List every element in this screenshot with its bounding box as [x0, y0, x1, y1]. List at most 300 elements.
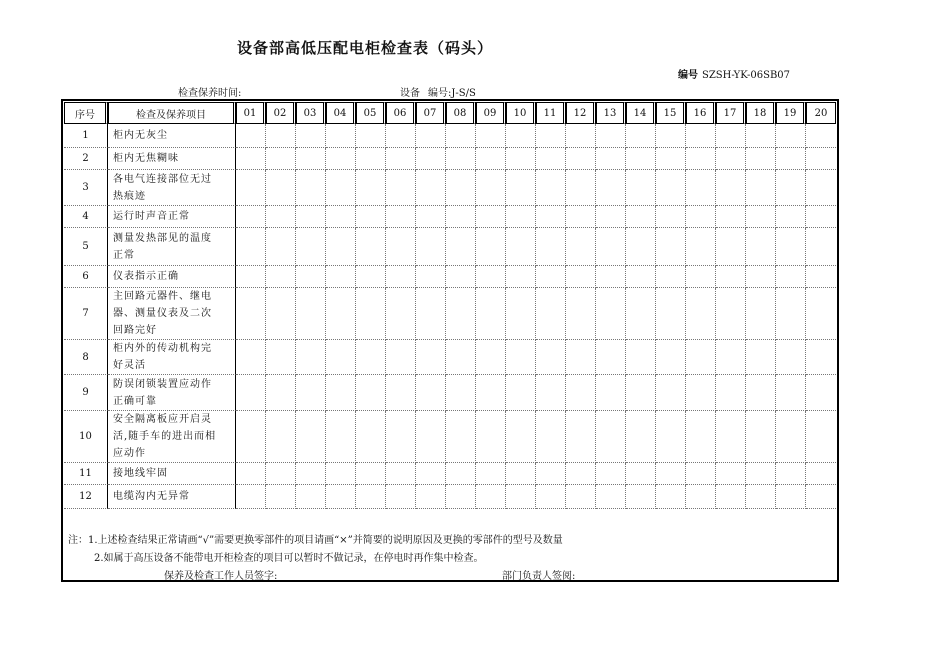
- check-cell[interactable]: [446, 485, 476, 509]
- row-item-line: 仪表指示正确: [113, 271, 179, 282]
- check-cell[interactable]: [356, 206, 386, 228]
- check-cell[interactable]: [236, 288, 266, 340]
- check-cell[interactable]: [326, 124, 356, 148]
- check-cell[interactable]: [536, 170, 566, 206]
- table-row: [64, 266, 836, 288]
- check-cell[interactable]: [686, 266, 716, 288]
- check-cell[interactable]: [386, 485, 416, 509]
- check-cell[interactable]: [536, 148, 566, 170]
- row-item-line: 柜内无焦糊味: [113, 153, 179, 164]
- check-cell[interactable]: [746, 411, 776, 463]
- check-cell[interactable]: [266, 148, 296, 170]
- row-number: 2: [64, 148, 108, 170]
- check-cell[interactable]: [416, 340, 446, 375]
- inspection-table: [64, 102, 836, 509]
- header-day: 20: [806, 102, 836, 124]
- check-cell[interactable]: [536, 463, 566, 485]
- table-row: [64, 411, 836, 463]
- check-cell[interactable]: [626, 375, 656, 411]
- check-cell[interactable]: [326, 340, 356, 375]
- check-cell[interactable]: [596, 288, 626, 340]
- check-cell[interactable]: [746, 170, 776, 206]
- check-cell[interactable]: [416, 485, 446, 509]
- page-title: 设备部高低压配电柜检查表（码头）: [236, 39, 493, 57]
- row-item-line: 各电气连接部位无过: [113, 173, 212, 185]
- check-cell[interactable]: [476, 228, 506, 266]
- check-cell[interactable]: [716, 411, 746, 463]
- header-day: 13: [596, 102, 626, 124]
- check-cell[interactable]: [386, 463, 416, 485]
- check-cell[interactable]: [776, 266, 806, 288]
- check-cell[interactable]: [806, 288, 836, 340]
- check-cell[interactable]: [296, 266, 326, 288]
- check-cell[interactable]: [506, 148, 536, 170]
- check-cell[interactable]: [236, 170, 266, 206]
- check-cell[interactable]: [386, 170, 416, 206]
- check-cell[interactable]: [356, 375, 386, 411]
- check-cell[interactable]: [596, 375, 626, 411]
- head-signature-label: 部门负责人签阅:: [502, 571, 576, 582]
- check-cell[interactable]: [326, 206, 356, 228]
- check-cell[interactable]: [476, 340, 506, 375]
- check-cell[interactable]: [386, 375, 416, 411]
- check-cell[interactable]: [566, 206, 596, 228]
- check-cell[interactable]: [806, 463, 836, 485]
- check-cell[interactable]: [716, 124, 746, 148]
- check-cell[interactable]: [626, 170, 656, 206]
- check-cell[interactable]: [266, 463, 296, 485]
- header-day: 03: [296, 102, 326, 124]
- check-cell[interactable]: [626, 411, 656, 463]
- check-cell[interactable]: [626, 124, 656, 148]
- check-cell[interactable]: [806, 485, 836, 509]
- check-cell[interactable]: [386, 148, 416, 170]
- check-cell[interactable]: [716, 375, 746, 411]
- check-cell[interactable]: [716, 485, 746, 509]
- check-cell[interactable]: [416, 266, 446, 288]
- check-cell[interactable]: [476, 170, 506, 206]
- header-day: 17: [716, 102, 746, 124]
- check-cell[interactable]: [596, 124, 626, 148]
- check-cell[interactable]: [506, 228, 536, 266]
- header-day: 14: [626, 102, 656, 124]
- check-cell[interactable]: [266, 206, 296, 228]
- check-cell[interactable]: [446, 124, 476, 148]
- check-cell[interactable]: [506, 124, 536, 148]
- check-cell[interactable]: [266, 124, 296, 148]
- check-cell[interactable]: [566, 124, 596, 148]
- check-cell[interactable]: [326, 485, 356, 509]
- check-cell[interactable]: [236, 206, 266, 228]
- table-row: [64, 340, 836, 375]
- check-cell[interactable]: [476, 124, 506, 148]
- row-item-line: 活,随手车的进出而相: [113, 431, 217, 442]
- check-cell[interactable]: [626, 340, 656, 375]
- check-cell[interactable]: [656, 206, 686, 228]
- check-cell[interactable]: [746, 266, 776, 288]
- check-cell[interactable]: [326, 288, 356, 340]
- check-cell[interactable]: [326, 266, 356, 288]
- header-day: 19: [776, 102, 806, 124]
- row-item: [108, 288, 236, 340]
- check-cell[interactable]: [236, 266, 266, 288]
- check-cell[interactable]: [626, 206, 656, 228]
- check-cell[interactable]: [686, 463, 716, 485]
- note-line-2: 2.如属于高压设备不能带电开柜检查的项目可以暂时不做记录，在停电时再作集中检查。: [94, 553, 484, 564]
- check-cell[interactable]: [326, 463, 356, 485]
- row-item: [108, 485, 236, 509]
- check-cell[interactable]: [566, 288, 596, 340]
- header-day: 01: [236, 102, 266, 124]
- check-cell[interactable]: [536, 340, 566, 375]
- check-cell[interactable]: [476, 266, 506, 288]
- check-cell[interactable]: [386, 340, 416, 375]
- header-day: 12: [566, 102, 596, 124]
- check-cell[interactable]: [236, 340, 266, 375]
- check-cell[interactable]: [716, 206, 746, 228]
- check-cell[interactable]: [746, 148, 776, 170]
- check-cell[interactable]: [236, 148, 266, 170]
- row-number: 12: [64, 485, 108, 509]
- check-cell[interactable]: [386, 206, 416, 228]
- row-item-line: 器、测量仪表及二次: [113, 308, 212, 319]
- check-cell[interactable]: [356, 170, 386, 206]
- check-cell[interactable]: [596, 411, 626, 463]
- check-cell[interactable]: [686, 124, 716, 148]
- check-cell[interactable]: [536, 228, 566, 266]
- check-cell[interactable]: [446, 411, 476, 463]
- check-cell[interactable]: [416, 463, 446, 485]
- check-cell[interactable]: [596, 206, 626, 228]
- check-cell[interactable]: [716, 288, 746, 340]
- check-cell[interactable]: [296, 288, 326, 340]
- check-cell[interactable]: [656, 463, 686, 485]
- check-cell[interactable]: [446, 340, 476, 375]
- table-row: [64, 124, 836, 148]
- form-code-label: 编号: [678, 70, 698, 81]
- check-cell[interactable]: [626, 288, 656, 340]
- check-cell[interactable]: [656, 266, 686, 288]
- check-cell[interactable]: [416, 124, 446, 148]
- check-cell[interactable]: [776, 228, 806, 266]
- check-cell[interactable]: [596, 463, 626, 485]
- check-cell[interactable]: [416, 170, 446, 206]
- check-cell[interactable]: [656, 288, 686, 340]
- row-number: 8: [64, 340, 108, 375]
- check-cell[interactable]: [656, 375, 686, 411]
- check-cell[interactable]: [446, 228, 476, 266]
- check-cell[interactable]: [386, 124, 416, 148]
- check-cell[interactable]: [776, 148, 806, 170]
- row-item: [108, 375, 236, 411]
- check-cell[interactable]: [656, 485, 686, 509]
- check-cell[interactable]: [626, 463, 656, 485]
- check-cell[interactable]: [356, 485, 386, 509]
- header-day: 07: [416, 102, 446, 124]
- check-cell[interactable]: [806, 411, 836, 463]
- check-cell[interactable]: [236, 411, 266, 463]
- check-cell[interactable]: [386, 228, 416, 266]
- check-cell[interactable]: [776, 124, 806, 148]
- check-cell[interactable]: [566, 266, 596, 288]
- check-cell[interactable]: [656, 170, 686, 206]
- check-cell[interactable]: [776, 340, 806, 375]
- row-item-line: 回路完好: [113, 325, 157, 336]
- check-cell[interactable]: [686, 228, 716, 266]
- check-cell[interactable]: [596, 340, 626, 375]
- check-cell[interactable]: [296, 411, 326, 463]
- check-cell[interactable]: [686, 206, 716, 228]
- check-cell[interactable]: [416, 411, 446, 463]
- check-cell[interactable]: [476, 411, 506, 463]
- check-cell[interactable]: [746, 463, 776, 485]
- check-cell[interactable]: [716, 148, 746, 170]
- check-cell[interactable]: [446, 266, 476, 288]
- check-cell[interactable]: [716, 266, 746, 288]
- check-cell[interactable]: [476, 206, 506, 228]
- check-cell[interactable]: [716, 170, 746, 206]
- header-seq: 序号: [64, 102, 108, 124]
- check-cell[interactable]: [686, 411, 716, 463]
- check-cell[interactable]: [806, 340, 836, 375]
- row-number: 7: [64, 288, 108, 340]
- check-cell[interactable]: [656, 148, 686, 170]
- check-cell[interactable]: [326, 170, 356, 206]
- check-cell[interactable]: [326, 375, 356, 411]
- check-cell[interactable]: [356, 463, 386, 485]
- check-cell[interactable]: [536, 411, 566, 463]
- check-cell[interactable]: [536, 124, 566, 148]
- check-cell[interactable]: [626, 148, 656, 170]
- check-cell[interactable]: [446, 148, 476, 170]
- check-cell[interactable]: [776, 170, 806, 206]
- check-cell[interactable]: [296, 375, 326, 411]
- check-cell[interactable]: [356, 411, 386, 463]
- check-cell[interactable]: [506, 170, 536, 206]
- check-cell[interactable]: [296, 148, 326, 170]
- inspection-time-label: 检查保养时间:: [178, 88, 242, 99]
- check-cell[interactable]: [566, 228, 596, 266]
- check-cell[interactable]: [386, 288, 416, 340]
- check-cell[interactable]: [746, 206, 776, 228]
- row-item-line: 应动作: [113, 448, 146, 459]
- check-cell[interactable]: [596, 170, 626, 206]
- row-number: 4: [64, 206, 108, 228]
- check-cell[interactable]: [566, 463, 596, 485]
- check-cell[interactable]: [296, 463, 326, 485]
- check-cell[interactable]: [266, 228, 296, 266]
- row-item-line: 电缆沟内无异常: [113, 491, 190, 502]
- check-cell[interactable]: [566, 340, 596, 375]
- check-cell[interactable]: [266, 288, 296, 340]
- check-cell[interactable]: [776, 411, 806, 463]
- check-cell[interactable]: [686, 340, 716, 375]
- check-cell[interactable]: [266, 266, 296, 288]
- header-item: 检查及保养项目: [108, 102, 236, 124]
- table-row: [64, 463, 836, 485]
- check-cell[interactable]: [266, 375, 296, 411]
- check-cell[interactable]: [746, 124, 776, 148]
- row-item-line: 安全隔离板应开启灵: [113, 414, 212, 425]
- check-cell[interactable]: [296, 340, 326, 375]
- check-cell[interactable]: [656, 228, 686, 266]
- row-item-line: 热痕迹: [113, 190, 146, 202]
- check-cell[interactable]: [656, 124, 686, 148]
- check-cell[interactable]: [746, 485, 776, 509]
- check-cell[interactable]: [746, 340, 776, 375]
- check-cell[interactable]: [236, 485, 266, 509]
- check-cell[interactable]: [656, 411, 686, 463]
- check-cell[interactable]: [686, 288, 716, 340]
- check-cell[interactable]: [686, 485, 716, 509]
- check-cell[interactable]: [326, 148, 356, 170]
- check-cell[interactable]: [416, 206, 446, 228]
- check-cell[interactable]: [716, 340, 746, 375]
- note-line-1: 注：1.上述检查结果正常请画“√”需要更换零部件的项目请画“×”并简要的说明原因及更换的零部件的型号及数量: [68, 535, 563, 546]
- check-cell[interactable]: [596, 148, 626, 170]
- check-cell[interactable]: [416, 148, 446, 170]
- row-item: [108, 228, 236, 266]
- check-cell[interactable]: [386, 266, 416, 288]
- row-item-line: 柜内无灰尘: [113, 130, 168, 141]
- check-cell[interactable]: [266, 411, 296, 463]
- check-cell[interactable]: [776, 288, 806, 340]
- check-cell[interactable]: [536, 266, 566, 288]
- check-cell[interactable]: [506, 288, 536, 340]
- check-cell[interactable]: [566, 375, 596, 411]
- check-cell[interactable]: [566, 485, 596, 509]
- check-cell[interactable]: [806, 266, 836, 288]
- check-cell[interactable]: [416, 375, 446, 411]
- check-cell[interactable]: [356, 148, 386, 170]
- check-cell[interactable]: [536, 485, 566, 509]
- check-cell[interactable]: [566, 170, 596, 206]
- check-cell[interactable]: [266, 340, 296, 375]
- check-cell[interactable]: [776, 463, 806, 485]
- check-cell[interactable]: [716, 228, 746, 266]
- check-cell[interactable]: [806, 170, 836, 206]
- check-cell[interactable]: [806, 206, 836, 228]
- check-cell[interactable]: [356, 124, 386, 148]
- check-cell[interactable]: [506, 206, 536, 228]
- row-item-line: 接地线牢固: [113, 468, 168, 479]
- check-cell[interactable]: [236, 124, 266, 148]
- check-cell[interactable]: [416, 288, 446, 340]
- form-code-value: SZSH-YK-06SB07: [702, 70, 791, 81]
- check-cell[interactable]: [806, 375, 836, 411]
- check-cell[interactable]: [506, 463, 536, 485]
- check-cell[interactable]: [536, 206, 566, 228]
- device-number-value: J-S/S: [451, 88, 476, 99]
- check-cell[interactable]: [746, 228, 776, 266]
- table-row: [64, 206, 836, 228]
- check-cell[interactable]: [266, 170, 296, 206]
- check-cell[interactable]: [416, 228, 446, 266]
- check-cell[interactable]: [716, 463, 746, 485]
- check-cell[interactable]: [236, 463, 266, 485]
- check-cell[interactable]: [536, 288, 566, 340]
- check-cell[interactable]: [506, 266, 536, 288]
- check-cell[interactable]: [446, 170, 476, 206]
- check-cell[interactable]: [356, 340, 386, 375]
- check-cell[interactable]: [446, 375, 476, 411]
- check-cell[interactable]: [686, 375, 716, 411]
- check-cell[interactable]: [596, 485, 626, 509]
- check-cell[interactable]: [806, 148, 836, 170]
- check-cell[interactable]: [776, 375, 806, 411]
- row-item-line: 好灵活: [113, 360, 146, 371]
- check-cell[interactable]: [386, 411, 416, 463]
- check-cell[interactable]: [476, 463, 506, 485]
- check-cell[interactable]: [686, 170, 716, 206]
- check-cell[interactable]: [776, 206, 806, 228]
- check-cell[interactable]: [476, 375, 506, 411]
- check-cell[interactable]: [776, 485, 806, 509]
- check-cell[interactable]: [266, 485, 296, 509]
- check-cell[interactable]: [356, 266, 386, 288]
- row-item-line: 运行时声音正常: [113, 211, 190, 222]
- check-cell[interactable]: [626, 228, 656, 266]
- check-cell[interactable]: [446, 288, 476, 340]
- check-cell[interactable]: [506, 411, 536, 463]
- check-cell[interactable]: [296, 124, 326, 148]
- header-day: 09: [476, 102, 506, 124]
- check-cell[interactable]: [296, 206, 326, 228]
- check-cell[interactable]: [476, 148, 506, 170]
- row-item: [108, 206, 236, 228]
- check-cell[interactable]: [446, 206, 476, 228]
- check-cell[interactable]: [476, 485, 506, 509]
- check-cell[interactable]: [296, 228, 326, 266]
- check-cell[interactable]: [236, 375, 266, 411]
- check-cell[interactable]: [806, 124, 836, 148]
- check-cell[interactable]: [656, 340, 686, 375]
- check-cell[interactable]: [356, 288, 386, 340]
- table-row: [64, 485, 836, 509]
- check-cell[interactable]: [806, 228, 836, 266]
- check-cell[interactable]: [506, 375, 536, 411]
- check-cell[interactable]: [566, 411, 596, 463]
- row-item-line: 柜内外的传动机构完: [113, 343, 212, 354]
- table-row: [64, 228, 836, 266]
- row-item: [108, 170, 236, 206]
- check-cell[interactable]: [536, 375, 566, 411]
- check-cell[interactable]: [356, 228, 386, 266]
- check-cell[interactable]: [746, 375, 776, 411]
- table-row: [64, 288, 836, 340]
- check-cell[interactable]: [596, 266, 626, 288]
- check-cell[interactable]: [596, 228, 626, 266]
- check-cell[interactable]: [236, 228, 266, 266]
- staff-signature-label: 保养及检查工作人员签字:: [164, 571, 278, 582]
- check-cell[interactable]: [746, 288, 776, 340]
- check-cell[interactable]: [626, 266, 656, 288]
- check-cell[interactable]: [326, 228, 356, 266]
- check-cell[interactable]: [296, 170, 326, 206]
- check-cell[interactable]: [476, 288, 506, 340]
- check-cell[interactable]: [326, 411, 356, 463]
- check-cell[interactable]: [296, 485, 326, 509]
- row-item-line: 主回路元器件、继电: [113, 291, 212, 302]
- check-cell[interactable]: [626, 485, 656, 509]
- table-row: [64, 375, 836, 411]
- check-cell[interactable]: [686, 148, 716, 170]
- check-cell[interactable]: [506, 485, 536, 509]
- check-cell[interactable]: [506, 340, 536, 375]
- check-cell[interactable]: [566, 148, 596, 170]
- check-cell[interactable]: [446, 463, 476, 485]
- row-number: 1: [64, 124, 108, 148]
